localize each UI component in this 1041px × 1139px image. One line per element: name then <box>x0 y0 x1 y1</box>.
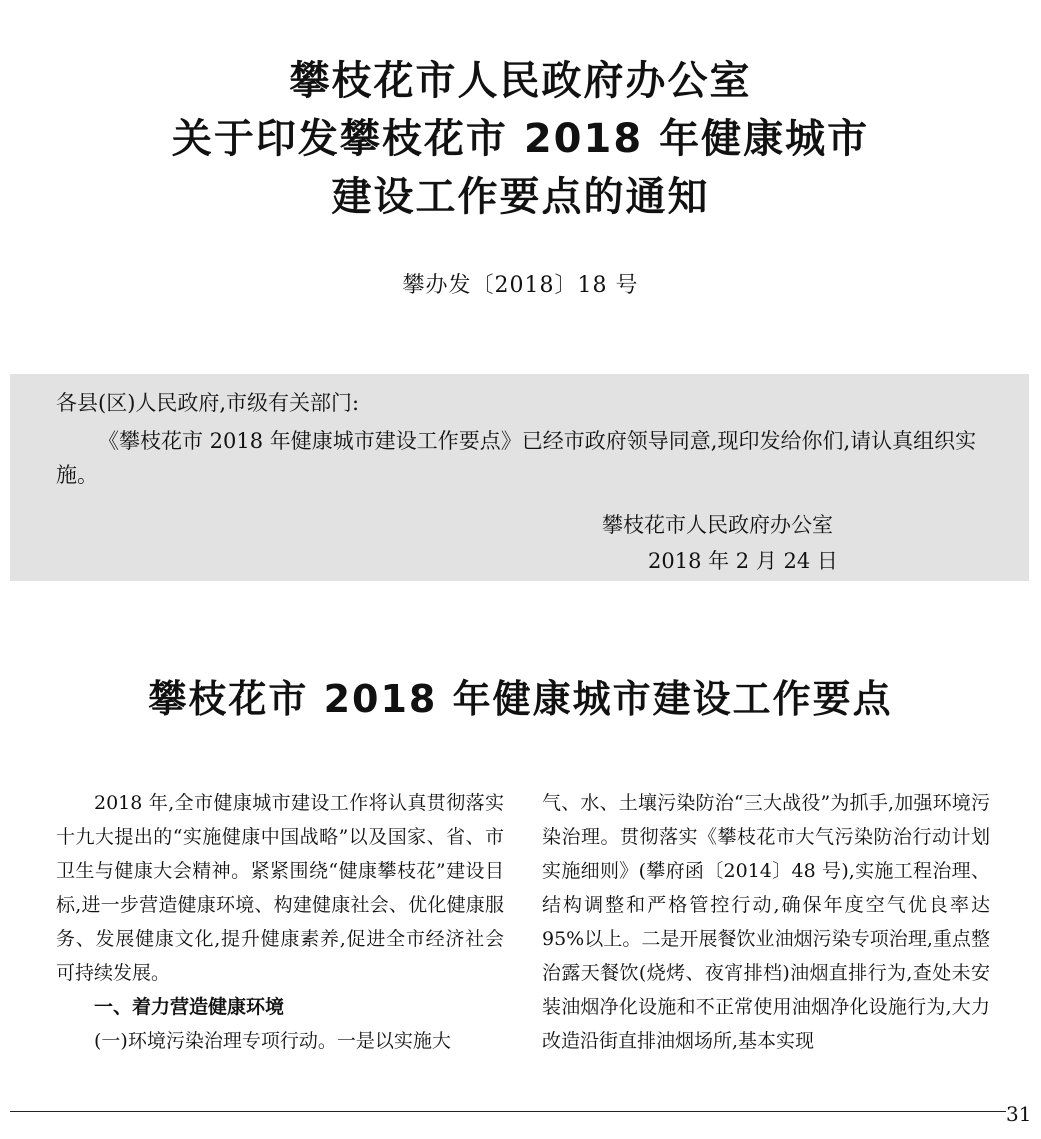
salutation: 各县(区)人民政府,市级有关部门: <box>56 391 360 415</box>
section-heading: 一、着力营造健康环境 <box>94 996 285 1018</box>
left-column <box>56 786 504 1058</box>
intro-paragraph: 2018 年,全市健康城市建设工作将认真贯彻落实十九大提出的“实施健康中国战略”以及国家、省、市卫生与健康大会精神。紧紧围绕“健康攀枝花”建设目标,进一步营造健康环境、构建健康社会、优化健康服务、发展健康文化,提升健康素养,促进全市经济社会可持续发展。 <box>56 792 504 984</box>
title-line-3: 建设工作要点的通知 <box>331 174 710 220</box>
signature-organization: 攀枝花市人民政府办公室 <box>602 513 833 537</box>
document-title <box>0 52 1041 226</box>
document-number: 攀办发〔2018〕18 号 <box>402 273 639 298</box>
notice-box <box>10 374 1029 581</box>
main-title: 攀枝花市 2018 年健康城市建设工作要点 <box>148 677 893 721</box>
footer-rule <box>10 1111 1006 1112</box>
continued-paragraph: 气、水、土壤污染防治“三大战役”为抓手,加强环境污染治理。贯彻落实《攀枝花市大气污染防治行动计划实施细则》(攀府函〔2014〕48 号),实施工程治理、结构调整和严格管控行动,确保年度空气优良率达 95%以上。二是开展餐饮业油烟污染专项治理,重点整治露天餐饮(烧烤、夜宵排档)油烟直排行为,查处未安装油烟净化设施和不正常使用油烟净化设施行为,大力改造沿街直排油烟场所,基本实现 <box>542 792 990 1052</box>
title-line-2: 关于印发攀枝花市 2018 年健康城市 <box>171 116 870 162</box>
page-number: 31 <box>1006 1102 1032 1126</box>
subsection-paragraph: (一)环境污染治理专项行动。一是以实施大 <box>94 1030 451 1052</box>
right-column <box>542 786 990 1058</box>
signature-date: 2018 年 2 月 24 日 <box>648 549 838 573</box>
notice-body: 《攀枝花市 2018 年健康城市建设工作要点》已经市政府领导同意,现印发给你们,请认真组织实施。 <box>56 429 977 487</box>
title-line-1: 攀枝花市人民政府办公室 <box>289 58 752 104</box>
